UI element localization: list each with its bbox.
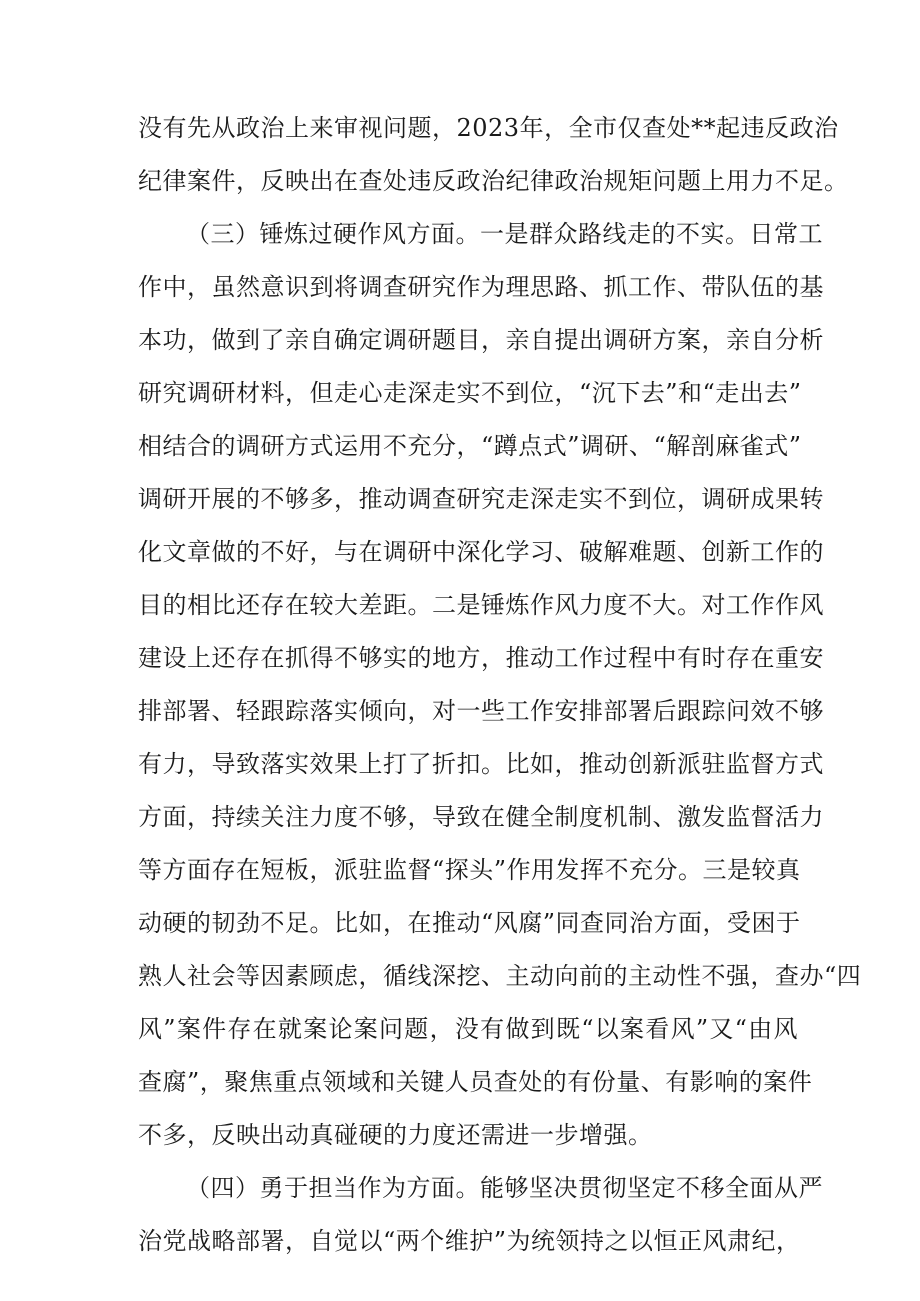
text-line: 排部署、轻跟踪落实倾向，对一些工作安排部署后跟踪问效不够 bbox=[138, 697, 824, 725]
text-line: 调研开展的不够多，推动调查研究走深走实不到位，调研成果转 bbox=[138, 485, 824, 513]
paragraph-heading-line: （三）锤炼过硬作风方面。一是群众路线走的不实。日常工 bbox=[186, 220, 823, 248]
text-line: 目的相比还存在较大差距。二是锤炼作风力度不大。对工作作风 bbox=[138, 591, 824, 619]
text-line: 有力，导致落实效果上打了折扣。比如，推动创新派驻监督方式 bbox=[138, 750, 824, 778]
text-line: 风”案件存在就案论案问题，没有做到既“以案看风”又“由风 bbox=[138, 1015, 798, 1043]
text-line: 没有先从政治上来审视问题，2023年，全市仅查处**起违反政治 bbox=[138, 114, 839, 142]
text-line: 动硬的韧劲不足。比如，在推动“风腐”同查同治方面，受困于 bbox=[138, 909, 801, 937]
text-line: 不多，反映出动真碰硬的力度还需进一步增强。 bbox=[138, 1121, 653, 1149]
text-line: 研究调研材料，但走心走深走实不到位，“沉下去”和“走出去” bbox=[138, 379, 802, 407]
text-line: 建设上还存在抓得不够实的地方，推动工作过程中有时存在重安 bbox=[138, 644, 824, 672]
text-line: 作中，虽然意识到将调查研究作为理思路、抓工作、带队伍的基 bbox=[138, 273, 824, 301]
text-line: 治党战略部署，自觉以“两个维护”为统领持之以恒正风肃纪， bbox=[138, 1227, 801, 1255]
text-line: 方面，持续关注力度不够，导致在健全制度机制、激发监督活力 bbox=[138, 803, 824, 831]
text-line: 本功，做到了亲自确定调研题目，亲自提出调研方案，亲自分析 bbox=[138, 326, 824, 354]
paragraph-heading-line: （四）勇于担当作为方面。能够坚决贯彻坚定不移全面从严 bbox=[186, 1174, 823, 1202]
text-line: 查腐”，聚焦重点领域和关键人员查处的有份量、有影响的案件 bbox=[138, 1068, 813, 1096]
text-line: 熟人社会等因素顾虑，循线深挖、主动向前的主动性不强，查办“四 bbox=[138, 962, 862, 990]
text-line: 等方面存在短板，派驻监督“探头”作用发挥不充分。三是较真 bbox=[138, 856, 801, 884]
text-line: 相结合的调研方式运用不充分，“蹲点式”调研、“解剖麻雀式” bbox=[138, 432, 802, 460]
text-line: 化文章做的不好，与在调研中深化学习、破解难题、创新工作的 bbox=[138, 538, 824, 566]
text-line: 纪律案件，反映出在查处违反政治纪律政治规矩问题上用力不足。 bbox=[138, 167, 849, 195]
